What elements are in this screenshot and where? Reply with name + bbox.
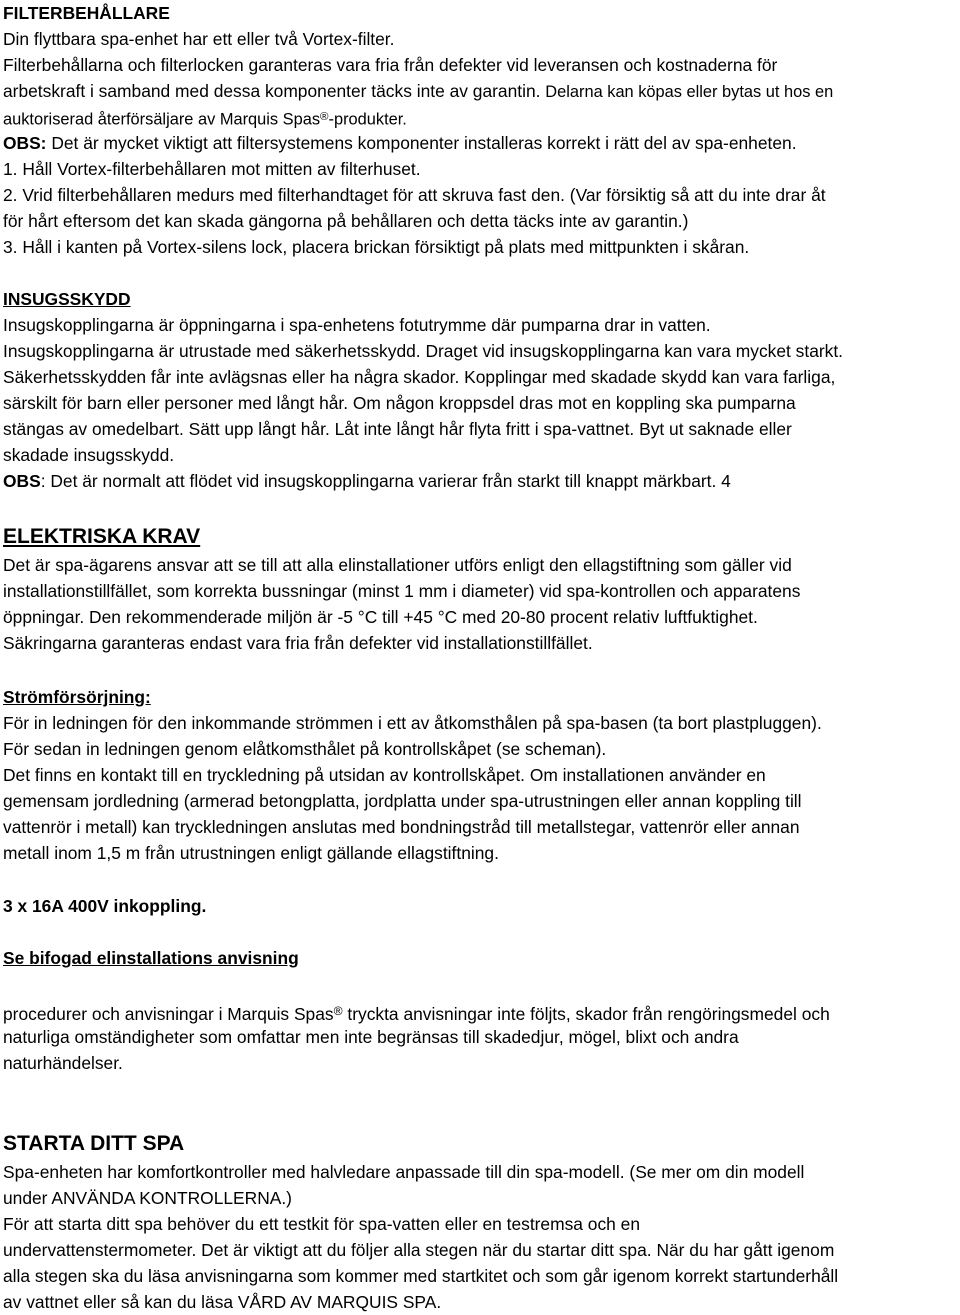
power-line: Det finns en kontakt till en tryckledning på utsidan av kontrollskåpet. Om installationen använder en [3,765,766,785]
filter-text: Delarna kan köpas eller bytas ut hos en [545,83,834,101]
obs-label: OBS: [3,133,47,153]
power-line: För sedan in ledningen genom elåtkomsthålet på kontrollskåpet (se scheman). [3,739,607,759]
start-line: För att starta ditt spa behöver du ett testkit för spa-vatten eller en testremsa och en [3,1214,641,1234]
start-line: alla stegen ska du läsa anvisningarna som kommer med startkitet och som går igenom korrekt startunderhåll [3,1266,839,1286]
power-line: vattenrör i metall) kan tryckledningen anslutas med bondningstråd till metallstegar, vattenrör eller annan [3,817,800,837]
electric-line: installationstillfället, som korrekta bussningar (minst 1 mm i diameter) vid spa-kontrollen och apparatens [3,581,801,601]
intake-line: Insugskopplingarna är öppningarna i spa-enhetens fotutrymme där pumparna drar in vatten. [3,315,711,335]
filter-line [3,104,833,130]
intake-line: skadade insugsskydd. [3,445,175,465]
registered-mark: ® [320,111,329,123]
intake-line: Säkerhetsskydden får inte avlägsnas eller ha några skador. Kopplingar med skadade skydd kan vara farliga, [3,367,836,387]
intake-line: stängas av omedelbart. Sätt upp långt hår. Låt inte långt hår flyta fritt i spa-vattnet. Byt ut saknade eller [3,419,792,439]
electric-section [3,522,800,656]
warranty-line: naturhändelser. [3,1053,123,1073]
start-line: under ANVÄNDA KONTROLLERNA.) [3,1188,292,1208]
warranty-section [3,998,830,1076]
power-line: metall inom 1,5 m från utrustningen enligt gällande ellagstiftning. [3,843,499,863]
power-heading: Strömförsörjning: [3,687,151,707]
intake-line: särskilt för barn eller personer med långt hår. Om någon kroppsdel dras mot en koppling ska pumparna [3,393,796,413]
filter-line [3,78,833,104]
filter-line: Din flyttbara spa-enhet har ett eller två Vortex-filter. [3,29,395,49]
start-line: Spa-enheten har komfortkontroller med halvledare anpassade till din spa-modell. (Se mer om din modell [3,1162,805,1182]
filter-text: arbetskraft i samband med dessa komponenter täcks inte av garantin. [3,81,546,101]
filter-step: 1. Håll Vortex-filterbehållaren mot mitten av filterhuset. [3,159,421,179]
connection-spec: 3 x 16A 400V inkoppling. [3,896,207,916]
start-heading: STARTA DITT SPA [3,1132,185,1155]
intake-section [3,286,843,494]
filter-step: 3. Håll i kanten på Vortex-silens lock, placera brickan försiktigt på plats med mittpunkten i skåran. [3,237,750,257]
intake-line: Insugskopplingarna är utrustade med säkerhetsskydd. Draget vid insugskopplingarna kan vara mycket starkt. [3,341,844,361]
warranty-text: procedurer och anvisningar i Marquis Spas [3,1003,334,1024]
intake-heading: INSUGSSKYDD [3,289,131,309]
obs-label: OBS [3,471,41,491]
filter-text: 2. Vrid filterbehållaren medurs med filterhandtaget för att skruva fast den. [3,185,570,205]
see-attached-instructions: Se bifogad elinstallations anvisning [3,948,299,968]
start-line: av vattnet eller så kan du läsa VÅRD AV MARQUIS SPA. [3,1292,442,1312]
electric-line: Säkringarna garanteras endast vara fria från defekter vid installationstillfället. [3,633,593,653]
obs-text: : Det är normalt att flödet vid insugskopplingarna varierar från starkt till knappt märkbart. 4 [40,471,731,491]
filter-step [3,182,833,208]
start-line: undervattenstermometer. Det är viktigt att du följer alla stegen när du startar ditt spa. När du har gått igenom [3,1240,835,1260]
filter-text: auktoriserad återförsäljare av Marquis Spas [3,110,321,129]
obs-text: Det är mycket viktigt att filtersystemens komponenter installeras korrekt i rätt del av spa-enheten. [46,133,797,153]
filter-obs-line [3,130,833,156]
warranty-line: naturliga omständigheter som omfattar men inte begränsas till skadedjur, mögel, blixt och andra [3,1027,739,1047]
filter-text: (Var försiktig så att du inte drar åt [569,185,826,205]
filter-heading: FILTERBEHÅLLARE [3,3,170,23]
filter-section [3,0,833,260]
start-section [3,1129,838,1315]
filter-line: Filterbehållarna och filterlocken garanteras vara fria från defekter vid leveransen och kostnaderna för [3,55,778,75]
power-line: För in ledningen för den inkommande strömmen i ett av åtkomsthålen på spa-basen (ta bort plastpluggen). [3,713,822,733]
intake-obs-line [3,468,843,494]
electric-line: öppningar. Den rekommenderade miljön är -5 °C till +45 °C med 20-80 procent relativ luftfuktighet. [3,607,758,627]
filter-text: -produkter. [328,110,407,129]
electric-line: Det är spa-ägarens ansvar att se till att alla elinstallationer utförs enligt den ellagstiftning som gäller vid [3,555,792,575]
filter-step: för hårt eftersom det kan skada gängorna på behållaren och detta täcks inte av garantin.) [3,211,689,231]
electric-heading: ELEKTRISKA KRAV [3,525,201,548]
warranty-text: tryckta anvisningar inte följts, skador från rengöringsmedel och [342,1003,830,1024]
power-line: gemensam jordledning (armerad betongplatta, jordplatta under spa-utrustningen eller annan koppling till [3,791,802,811]
registered-mark: ® [333,1004,343,1018]
warranty-line [3,998,830,1024]
power-section [3,684,822,866]
